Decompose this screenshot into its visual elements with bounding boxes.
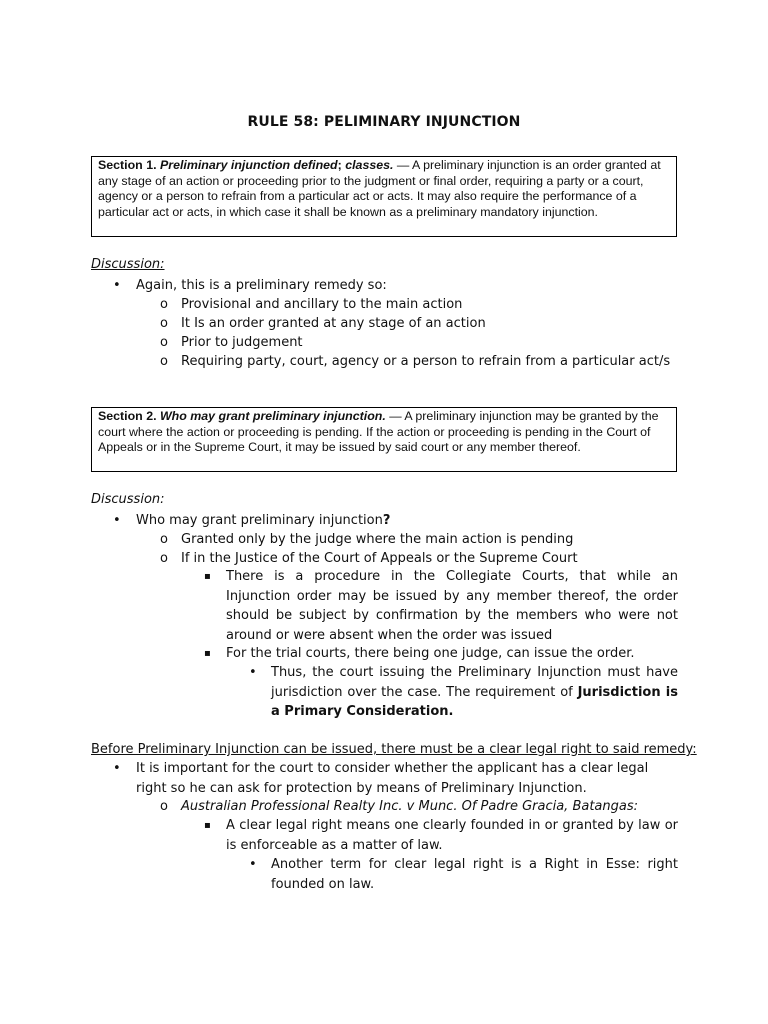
discussion-1-item: It Is an order granted at any stage of an action xyxy=(181,316,486,331)
section-1-box xyxy=(91,156,677,237)
section-1-heading-2: classes. xyxy=(345,158,394,172)
section-1-label: Section 1. xyxy=(98,158,157,172)
section-1-heading: Preliminary injunction defined xyxy=(159,158,338,172)
discussion-2-bullet: Who may grant preliminary injunction? xyxy=(136,513,391,528)
bullet-marker: • xyxy=(249,857,257,872)
bullet-marker: • xyxy=(113,278,121,293)
section-2-box xyxy=(91,407,677,472)
section-1-body: — A preliminary injunction is an order granted at any stage of an action or proceeding prior to the judgment or final order, requiring a party or a court, agency or a person to refrain from a particular act or acts. It may also require the performance of a particular act or acts, in which case it shall be known as a preliminary mandatory injunction. xyxy=(98,158,661,219)
section-3-subsubitem: Another term for clear legal right is a Right in Esse: right founded on law. xyxy=(271,857,678,892)
page-title: RULE 58: PELIMINARY INJUNCTION xyxy=(247,114,521,130)
circle-marker: o xyxy=(160,799,168,814)
section-3-subitem: A clear legal right means one clearly founded in or granted by law or is enforceable as a matter of law. xyxy=(226,818,678,853)
circle-marker: o xyxy=(160,532,168,547)
section-2-body: — A preliminary injunction may be granted by the court where the action or proceeding is pending. If the action or proceeding is pending in the Court of Appeals or in the Supreme Court, it may be issued by said court or any member thereof. xyxy=(98,409,659,455)
discussion-2-subitem: For the trial courts, there being one judge, can issue the order. xyxy=(226,646,635,661)
bullet-marker: • xyxy=(113,513,121,528)
section-3-bullet: It is important for the court to consider whether the applicant has a clear legal right so he can ask for protection by means of Preliminary Injunction. xyxy=(136,761,649,796)
bullet-marker: • xyxy=(113,761,121,776)
discussion-1-item: Requiring party, court, agency or a person to refrain from a particular act/s xyxy=(181,354,671,369)
discussion-2-item: If in the Justice of the Court of Appeals or the Supreme Court xyxy=(181,551,578,566)
bullet-marker: • xyxy=(249,665,257,680)
circle-marker: o xyxy=(160,551,168,566)
circle-marker: o xyxy=(160,316,168,331)
square-marker: ▪ xyxy=(204,820,211,831)
circle-marker: o xyxy=(160,297,168,312)
discussion-1-label: Discussion: xyxy=(91,257,165,272)
section-3-case: Australian Professional Realty Inc. v Munc. Of Padre Gracia, Batangas: xyxy=(181,799,639,814)
discussion-2-item: Granted only by the judge where the main action is pending xyxy=(181,532,574,547)
discussion-1-item: Prior to judgement xyxy=(181,335,303,350)
section-2-heading: Who may grant preliminary injunction. xyxy=(159,409,386,423)
square-marker: ▪ xyxy=(204,648,211,659)
circle-marker: o xyxy=(160,354,168,369)
section-2-label: Section 2. xyxy=(98,409,157,423)
circle-marker: o xyxy=(160,335,168,350)
discussion-2-label: Discussion: xyxy=(91,492,165,507)
discussion-1-bullet: Again, this is a preliminary remedy so: xyxy=(136,278,387,293)
discussion-2-subitem: There is a procedure in the Collegiate Courts, that while an Injunction order may be issued by any member thereof, the order should be subject by confirmation by the members who were not around or were absent when the order was issued xyxy=(226,569,678,643)
discussion-1-item: Provisional and ancillary to the main action xyxy=(181,297,463,312)
section-1-sep: ; xyxy=(337,158,342,172)
section-3-heading: Before Preliminary Injunction can be issued, there must be a clear legal right to said remedy: xyxy=(91,742,697,757)
discussion-2-subsubitem: Thus, the court issuing the Preliminary Injunction must have jurisdiction over the case. The requirement of Jurisdiction is a Primary Consideration. xyxy=(271,665,678,719)
square-marker: ▪ xyxy=(204,571,211,582)
